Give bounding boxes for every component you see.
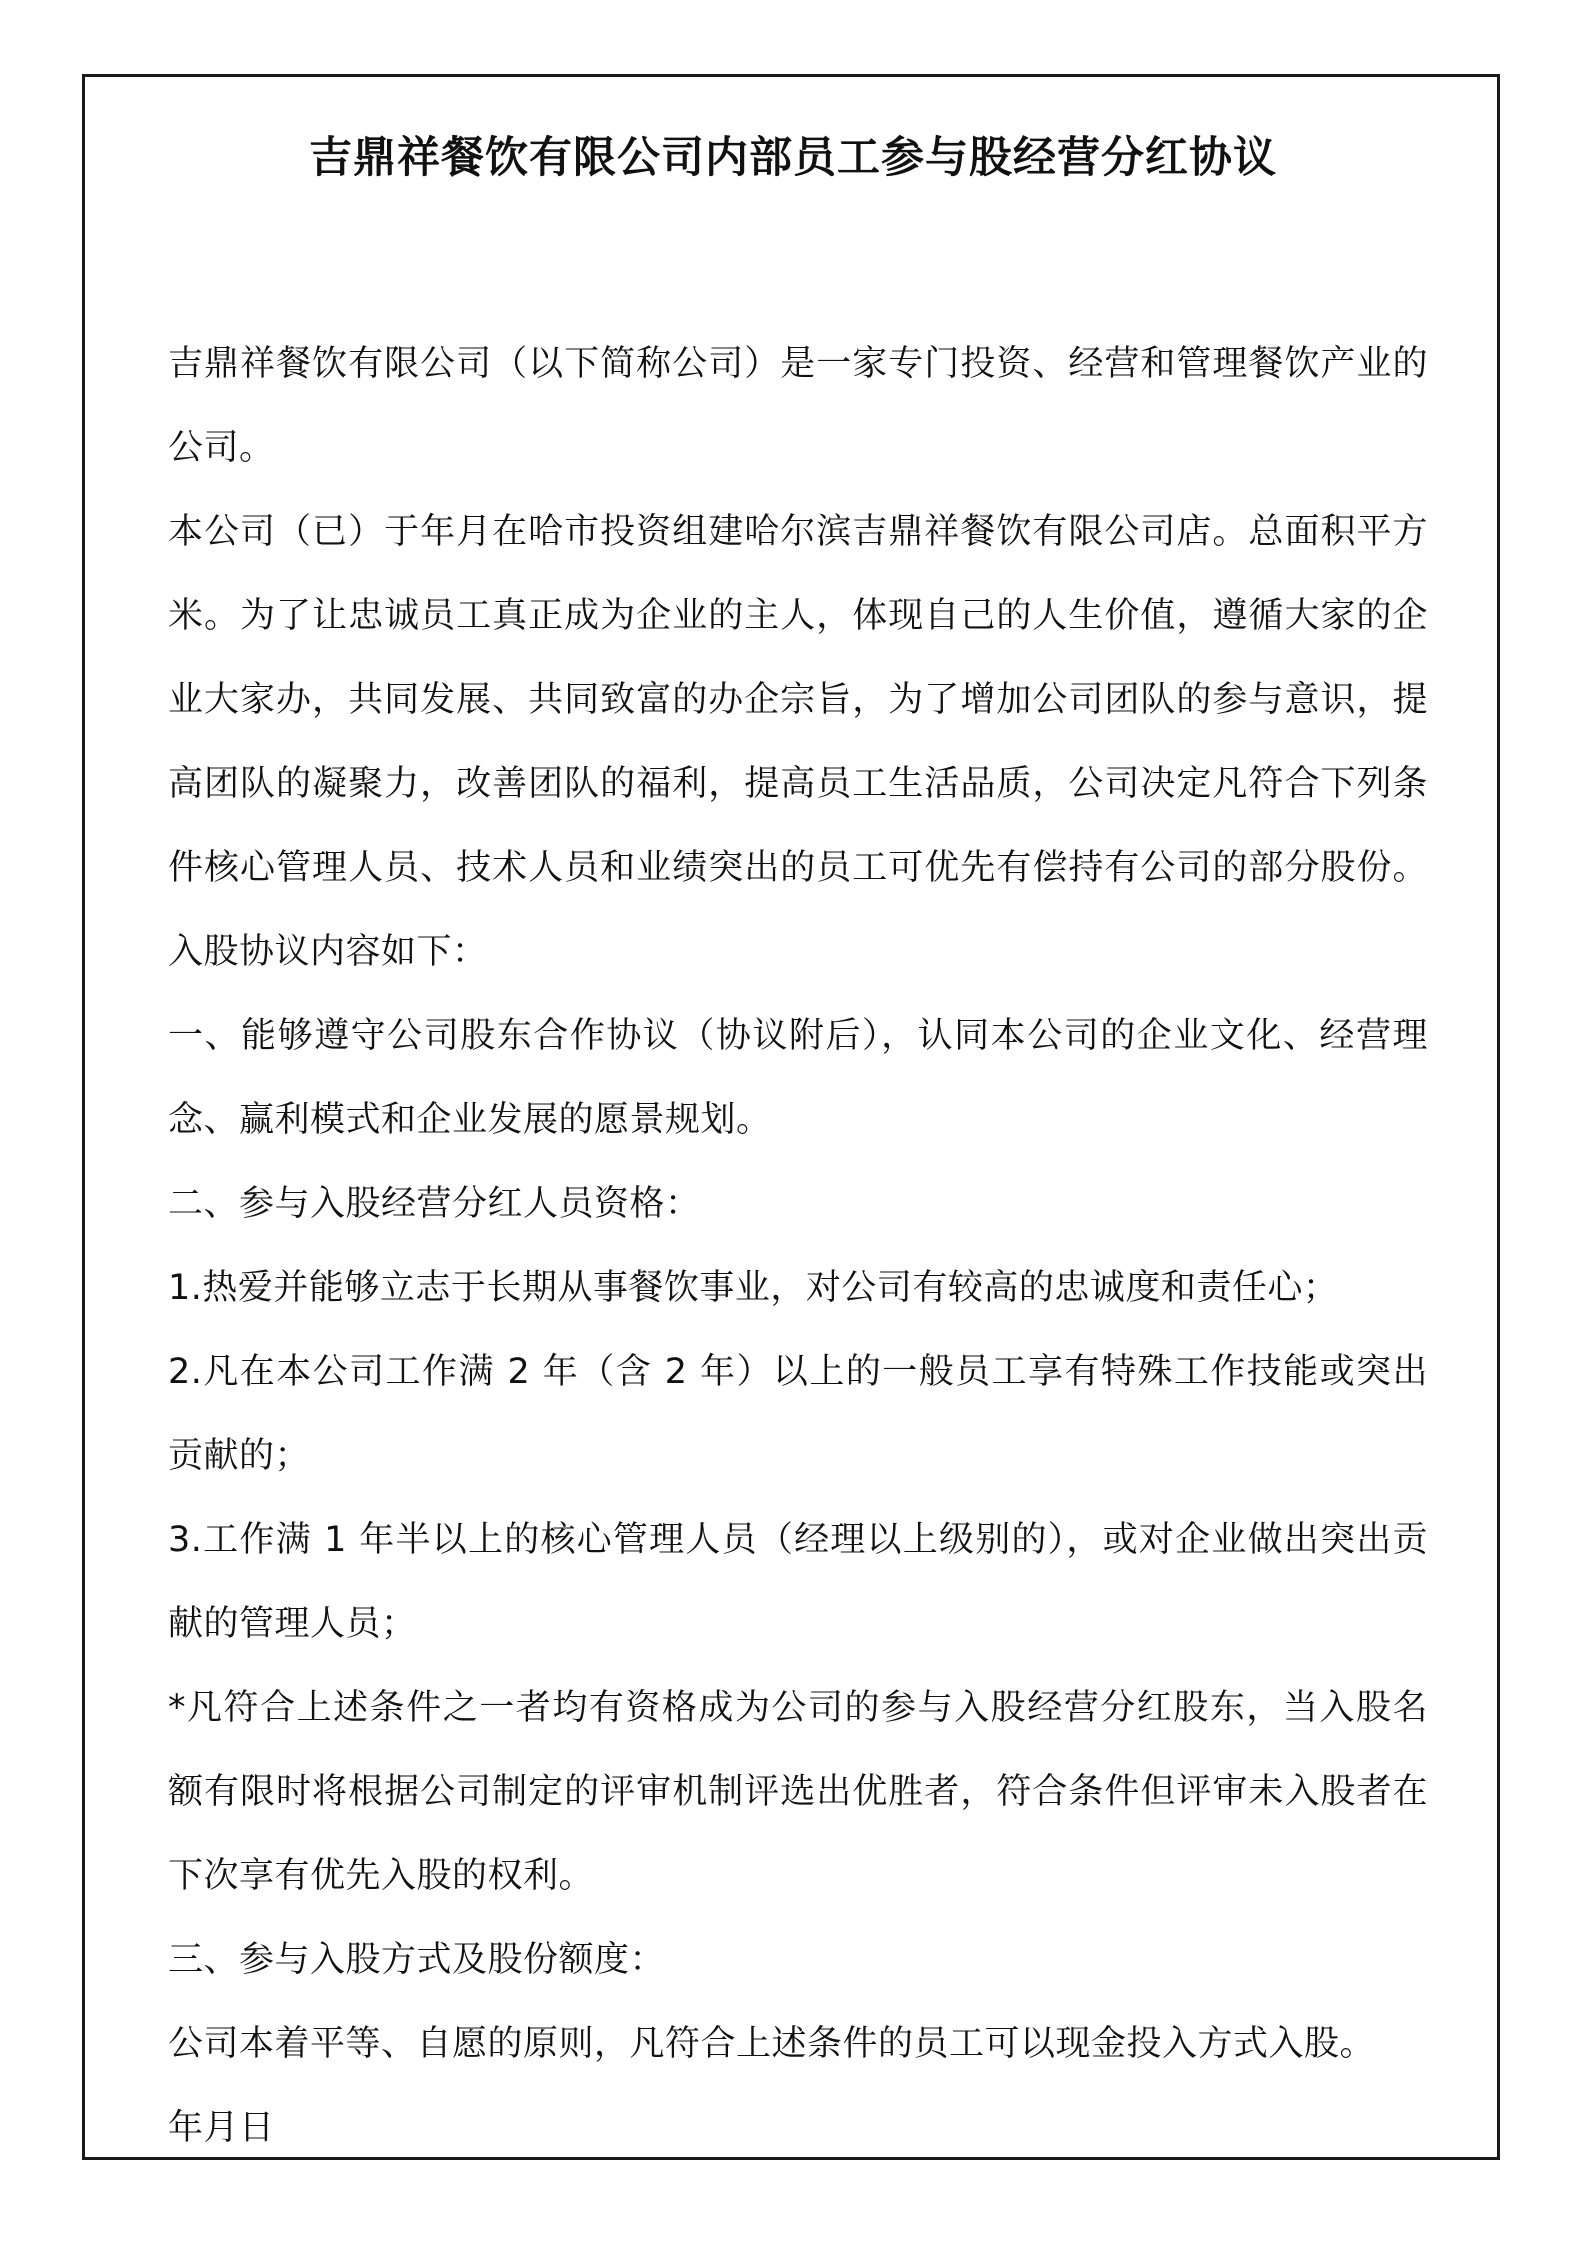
document-body: [168, 322, 1428, 2170]
qualification-item-2: 2.凡在本公司工作满 2 年（含 2 年）以上的一般员工享有特殊工作技能或突出贡献的；: [168, 1352, 1428, 1476]
date-line: 年月日: [168, 2108, 275, 2148]
clause-three-body: 公司本着平等、自愿的原则，凡符合上述条件的员工可以现金投入方式入股。: [168, 2024, 1376, 2064]
clause-three-heading: 三、参与入股方式及股份额度：: [168, 1940, 666, 1980]
qualification-item-3: 3.工作满 1 年半以上的核心管理人员（经理以上级别的），或对企业做出突出贡献的管理人员；: [168, 1520, 1428, 1644]
paragraph-background: 本公司（已）于年月在哈市投资组建哈尔滨吉鼎祥餐饮有限公司店。总面积平方米。为了让忠诚员工真正成为企业的主人，体现自己的人生价值，遵循大家的企业大家办，共同发展、共同致富的办企宗旨，为了增加公司团队的参与意识，提高团队的凝聚力，改善团队的福利，提高员工生活品质，公司决定凡符合下列条件核心管理人员、技术人员和业绩突出的员工可优先有偿持有公司的部分股份。入股协议内容如下：: [168, 512, 1428, 972]
clause-one: 一、能够遵守公司股东合作协议（协议附后），认同本公司的企业文化、经营理念、赢利模式和企业发展的愿景规划。: [168, 1016, 1428, 1140]
qualification-item-1: 1.热爱并能够立志于长期从事餐饮事业，对公司有较高的忠诚度和责任心；: [168, 1268, 1339, 1308]
qualification-note: *凡符合上述条件之一者均有资格成为公司的参与入股经营分红股东，当入股名额有限时将根据公司制定的评审机制评选出优胜者，符合条件但评审未入股者在下次享有优先入股的权利。: [168, 1688, 1428, 1896]
paragraph-intro: 吉鼎祥餐饮有限公司（以下简称公司）是一家专门投资、经营和管理餐饮产业的公司。: [168, 344, 1428, 468]
clause-two-heading: 二、参与入股经营分红人员资格：: [168, 1184, 701, 1224]
document-title: 吉鼎祥餐饮有限公司内部员工参与股经营分红协议: [309, 133, 1277, 183]
